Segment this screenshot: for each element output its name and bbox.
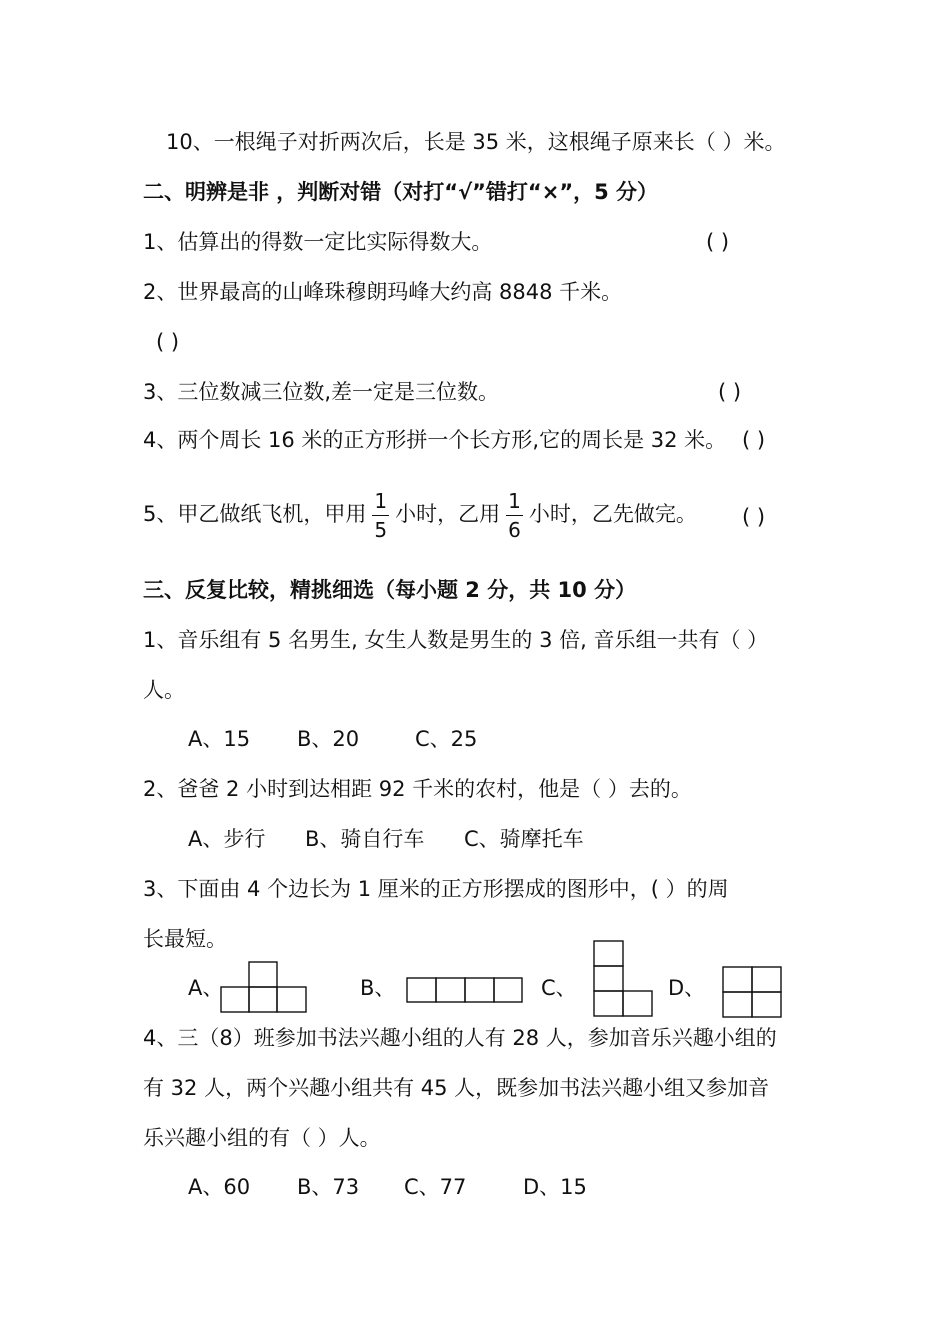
choice-q1-line1: 1、音乐组有 5 名男生, 女生人数是男生的 3 倍, 音乐组一共有（ ） [143,628,769,652]
q4-option-d[interactable]: D、15 [523,1175,587,1199]
q3-shape-a [220,961,309,1013]
fraction-2-numerator: 1 [506,491,523,516]
choice-q4-line3: 乐兴趣小组的有（ ）人。 [143,1126,381,1150]
choice-q3-line2: 长最短。 [143,927,227,951]
judge-blank-1[interactable]: ( ) [706,230,730,254]
q3-shape-d [722,966,782,1018]
q4-option-c[interactable]: C、77 [404,1175,467,1199]
judge-item-1: 1、估算出的得数一定比实际得数大。 [143,230,493,254]
q2-option-a[interactable]: A、步行 [188,827,266,851]
question-10: 10、一根绳子对折两次后，长是 35 米，这根绳子原来长（ ）米。 [166,130,786,154]
judge-item-5-text-b: 小时，乙用 [395,502,501,526]
q2-option-c[interactable]: C、骑摩托车 [464,827,584,851]
q3-shape-c [593,940,653,1018]
section-3-title: 三、反复比较，精挑细选（每小题 2 分，共 10 分） [143,578,637,602]
judge-blank-5[interactable]: ( ) [742,505,766,529]
section-2-title: 二、明辨是非 ，判断对错（对打“√”错打“×”，5 分） [143,180,659,204]
judge-item-2: 2、世界最高的山峰珠穆朗玛峰大约高 8848 千米。 [143,280,623,304]
judge-blank-3[interactable]: ( ) [718,380,742,404]
judge-item-5 [143,482,697,546]
choice-q4-line2: 有 32 人，两个兴趣小组共有 45 人，既参加书法兴趣小组又参加音 [143,1076,770,1100]
judge-blank-4[interactable]: ( ) [742,428,766,452]
judge-item-4: 4、两个周长 16 米的正方形拼一个长方形,它的周长是 32 米。 [143,428,727,452]
judge-item-3: 3、三位数减三位数,差一定是三位数。 [143,380,500,404]
fraction-one-fifth [372,488,389,542]
q4-option-b[interactable]: B、73 [297,1175,360,1199]
choice-q3-line1: 3、下面由 4 个边长为 1 厘米的正方形摆成的图形中，( ）的周 [143,877,729,901]
fraction-one-sixth [506,488,523,542]
q1-option-a[interactable]: A、15 [188,727,251,751]
fraction-2-denominator: 6 [508,517,521,542]
fraction-1-numerator: 1 [372,491,389,516]
q4-option-a[interactable]: A、60 [188,1175,251,1199]
choice-q2-line1: 2、爸爸 2 小时到达相距 92 千米的农村，他是（ ）去的。 [143,777,692,801]
q3-shape-b [406,977,524,1004]
choice-q4-line1: 4、三（8）班参加书法兴趣小组的人有 28 人，参加音乐兴趣小组的 [143,1026,777,1050]
choice-q1-line2: 人。 [143,678,185,702]
q3-option-b[interactable]: B、 [360,976,396,1000]
q3-option-d[interactable]: D、 [668,976,706,1000]
judge-blank-2[interactable]: ( ) [156,330,180,354]
fraction-1-denominator: 5 [374,517,388,542]
q1-option-c[interactable]: C、25 [415,727,478,751]
q3-option-c[interactable]: C、 [541,976,577,1000]
q3-option-a[interactable]: A、 [188,976,224,1000]
judge-item-5-text-c: 小时，乙先做完。 [528,502,697,526]
q2-option-b[interactable]: B、骑自行车 [305,827,425,851]
q1-option-b[interactable]: B、20 [297,727,360,751]
judge-item-5-text-a: 5、甲乙做纸飞机，甲用 [143,502,367,526]
